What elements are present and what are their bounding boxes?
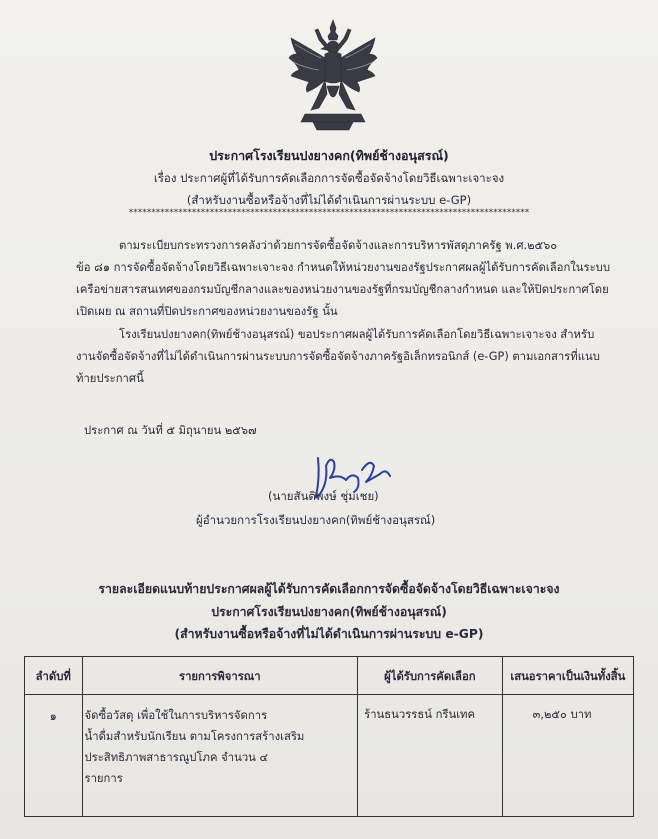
paragraph-1-line-3: เครือข่ายสารสนเทศของกรมบัญชีกลางและของหน่วยงานของรัฐที่กรมบัญชีกลางกำหนด และให้ปิดประกาศโดย	[76, 283, 609, 296]
announcement-scope: (สำหรับงานซื้อหรือจ้างที่ไม่ได้ดำเนินการผ่านระบบ e-GP)	[186, 193, 472, 207]
row-number: ๑	[25, 695, 83, 817]
attachment-subtitle: ประกาศโรงเรียนปงยางคก(ทิพย์ช้างอนุสรณ์)	[211, 605, 447, 619]
announcement-subject: เรื่อง ประกาศผู้ที่ได้รับการคัดเลือกการจัดซื้อจัดจ้างโดยวิธีเฉพาะเจาะจง	[153, 171, 505, 185]
paragraph-2-line-3: ท้ายประกาศนี้	[76, 372, 144, 385]
table-row	[25, 695, 634, 817]
announcement-date: ประกาศ ณ วันที่ ๕ มิถุนายน ๒๕๖๗	[84, 424, 257, 437]
announcement-title: ประกาศโรงเรียนปงยางคก(ทิพย์ช้างอนุสรณ์)	[209, 148, 449, 163]
row-price: ๓,๒๕๐ บาท	[502, 695, 633, 817]
paragraph-1-line-2: ข้อ ๘๑ การจัดซื้อจัดจ้างโดยวิธีเฉพาะเจาะจง กำหนดให้หน่วยงานของรัฐประกาศผลผู้ได้รับการคัดเลือกในระบบ	[76, 261, 610, 274]
attachment-scope: (สำหรับงานซื้อหรือจ้างที่ไม่ได้ดำเนินการผ่านระบบ e-GP)	[174, 627, 484, 641]
row-item-description: จัดซื้อวัสดุ เพื่อใช้ในการบริหารจัดการ น้ำดื่มสำหรับนักเรียน ตามโครงการสร้างเสริม ประสิทธิภาพสาธารณูปโภค จำนวน ๔ รายการ	[82, 695, 358, 817]
signatory-position: ผู้อำนวยการโรงเรียนปงยางคก(ทิพย์ช้างอนุสรณ์)	[196, 513, 436, 527]
paragraph-1-line-4: เปิดเผย ณ สถานที่ปิดประกาศของหน่วยงานของรัฐ นั้น	[76, 305, 338, 318]
table-header-row	[25, 657, 634, 695]
paragraph-1-line-1: ตามระเบียบกระทรวงการคลังว่าด้วยการจัดซื้อจัดจ้างและการบริหารพัสดุภาครัฐ พ.ศ.๒๕๖๐	[119, 239, 558, 252]
column-header-winner: ผู้ได้รับการคัดเลือก	[358, 657, 503, 695]
signatory-name: (นายสันติพงษ์ ชุ่มเชย)	[268, 489, 379, 503]
separator-line: *****************************************************************************************	[128, 208, 530, 218]
garuda-emblem-icon	[285, 18, 381, 136]
paragraph-2-line-1: โรงเรียนปงยางคก(ทิพย์ช้างอนุสรณ์) ขอประกาศผลผู้ได้รับการคัดเลือกโดยวิธีเฉพาะเจาะจง สำหรับ	[119, 328, 595, 341]
column-header-price: เสนอราคาเป็นเงินทั้งสิ้น	[502, 657, 633, 695]
attachment-title: รายละเอียดแนบท้ายประกาศผลผู้ได้รับการคัดเลือกการจัดซื้อจัดจ้างโดยวิธีเฉพาะเจาะจง	[98, 582, 560, 596]
column-header-no: ลำดับที่	[25, 657, 83, 695]
row-selected-vendor: ร้านธนวรรธน์ กรีนเทค	[358, 695, 503, 817]
column-header-item: รายการพิจารณา	[82, 657, 358, 695]
paragraph-2-line-2: งานจัดซื้อจัดจ้างที่ไม่ได้ดำเนินการผ่านระบบการจัดซื้อจัดจ้างภาครัฐอิเล็กทรอนิกส์ (e-GP) ตามเอกสารที่แนบ	[76, 350, 600, 363]
award-table	[24, 656, 634, 817]
